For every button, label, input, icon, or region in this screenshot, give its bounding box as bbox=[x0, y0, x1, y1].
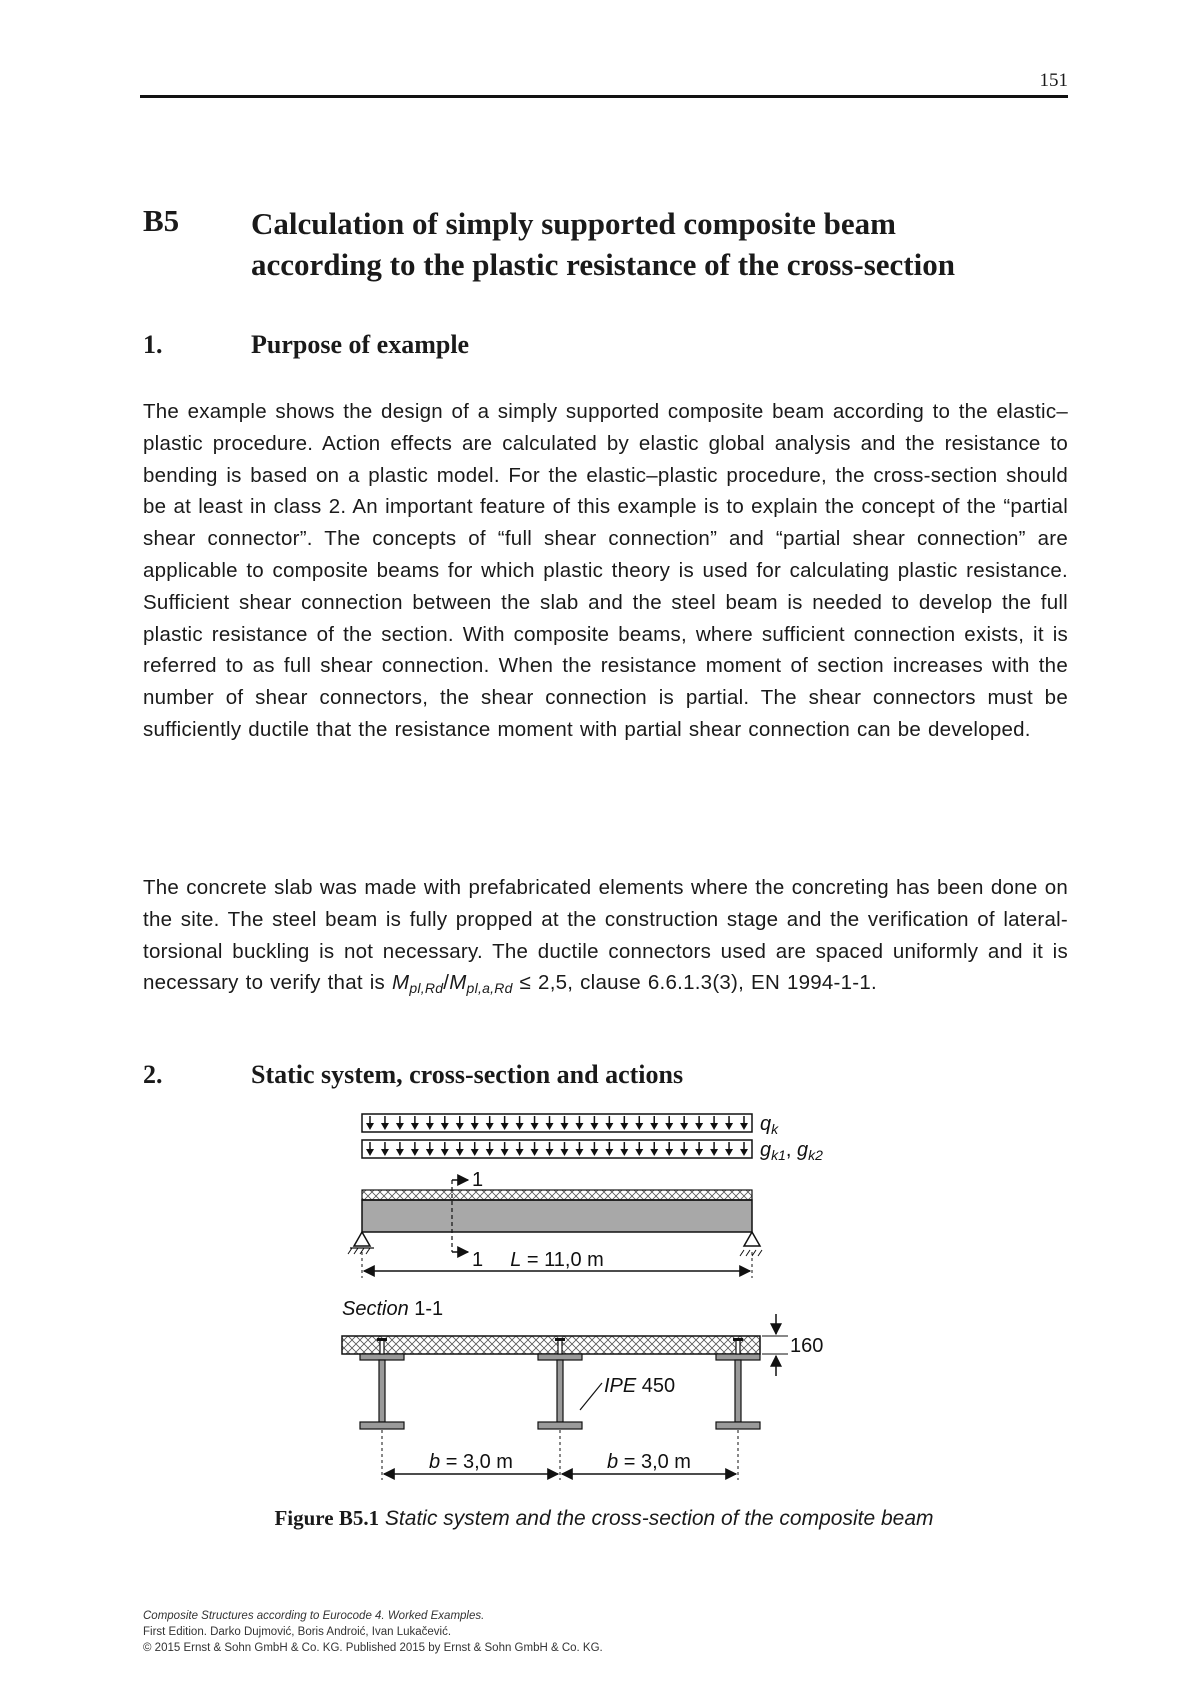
load-arrow-head bbox=[411, 1149, 419, 1156]
load-g-box bbox=[362, 1140, 752, 1158]
profile-leader bbox=[580, 1383, 602, 1410]
paragraph-construction-text: The concrete slab was made with prefabricated elements where the concreting has been done on the site. The steel beam is fully propped at the construction stage and the verification of lateral-torsional buckling is not necessary. The ductile connectors used are spaced uniformly and it is necessary to verify that is bbox=[143, 876, 1068, 995]
load-q-diagram bbox=[362, 1114, 752, 1132]
load-arrow-head bbox=[441, 1123, 449, 1130]
load-arrow-head bbox=[605, 1123, 613, 1130]
chapter-title-line1: Calculation of simply supported composite beam bbox=[251, 206, 896, 241]
load-arrow-head bbox=[665, 1149, 673, 1156]
load-q-arrows bbox=[366, 1116, 748, 1130]
i-beam-web bbox=[557, 1360, 563, 1422]
spacing-label-left: b = 3,0 m bbox=[429, 1451, 513, 1473]
load-arrow-head bbox=[546, 1123, 554, 1130]
header-rule bbox=[140, 95, 1068, 98]
section-slab bbox=[342, 1336, 760, 1354]
footer-authors: First Edition. Darko Dujmović, Boris Androić, Ivan Lukačević. bbox=[143, 1626, 452, 1638]
section1-title: Purpose of example bbox=[251, 330, 470, 359]
load-arrow-head bbox=[381, 1123, 389, 1130]
load-arrow-head bbox=[575, 1149, 583, 1156]
load-arrow-head bbox=[560, 1123, 568, 1130]
profile-label: IPE 450 bbox=[604, 1375, 676, 1397]
formula-sub1: pl,Rd bbox=[409, 980, 444, 997]
load-arrow-head bbox=[725, 1123, 733, 1130]
load-arrow-head bbox=[546, 1149, 554, 1156]
load-arrow-head bbox=[396, 1149, 404, 1156]
formula-m1: M bbox=[392, 971, 410, 995]
load-arrow-head bbox=[381, 1149, 389, 1156]
formula-moment-ratio bbox=[392, 971, 877, 997]
shear-connector bbox=[736, 1340, 740, 1354]
load-arrow-head bbox=[740, 1123, 748, 1130]
chapter-title bbox=[251, 203, 1081, 285]
load-arrow-head bbox=[486, 1149, 494, 1156]
load-arrow-head bbox=[635, 1123, 643, 1130]
load-arrow-head bbox=[501, 1123, 509, 1130]
load-arrow-head bbox=[590, 1149, 598, 1156]
load-arrow-head bbox=[471, 1149, 479, 1156]
formula-m2: M bbox=[449, 971, 467, 995]
chapter-number: B5 bbox=[143, 203, 180, 238]
load-arrow-head bbox=[620, 1149, 628, 1156]
load-arrow-head bbox=[695, 1123, 703, 1130]
support-right bbox=[740, 1232, 762, 1256]
i-beam-web bbox=[735, 1360, 741, 1422]
support-left bbox=[348, 1232, 374, 1254]
load-arrow-head bbox=[366, 1123, 374, 1130]
figure-caption bbox=[140, 1506, 1068, 1531]
load-arrow-head bbox=[665, 1123, 673, 1130]
load-arrow-head bbox=[471, 1123, 479, 1130]
load-arrow-head bbox=[695, 1149, 703, 1156]
slab-thickness-label: 160 bbox=[790, 1335, 824, 1357]
shear-connector-head bbox=[733, 1338, 743, 1341]
i-beam-web bbox=[379, 1360, 385, 1422]
load-arrow-head bbox=[725, 1149, 733, 1156]
load-arrow-head bbox=[396, 1123, 404, 1130]
load-arrow-head bbox=[516, 1149, 524, 1156]
load-g-diagram bbox=[362, 1140, 752, 1158]
load-g-arrows bbox=[366, 1142, 748, 1156]
i-beam-top-flange bbox=[538, 1354, 582, 1360]
section-cut-label-top: 1 bbox=[472, 1169, 484, 1191]
figure-svg bbox=[320, 1100, 900, 1520]
caption-text: Static system and the cross-section of the composite beam bbox=[379, 1507, 934, 1530]
section-label: Section 1-1 bbox=[342, 1298, 444, 1320]
section2-number: 2. bbox=[143, 1060, 163, 1089]
load-arrow-head bbox=[456, 1149, 464, 1156]
figure-static-system bbox=[320, 1100, 900, 1520]
footer-book-title: Composite Structures according to Eurocode 4. Worked Examples. bbox=[143, 1610, 485, 1622]
page-number: 151 bbox=[1039, 70, 1068, 91]
section-cut-label-bottom: 1 bbox=[472, 1249, 484, 1271]
load-arrow-head bbox=[441, 1149, 449, 1156]
load-arrow-head bbox=[680, 1149, 688, 1156]
formula-slash: / bbox=[443, 971, 450, 995]
load-arrow-head bbox=[426, 1149, 434, 1156]
load-arrow-head bbox=[710, 1149, 718, 1156]
i-beam-top-flange bbox=[716, 1354, 760, 1360]
load-arrow-head bbox=[486, 1123, 494, 1130]
paragraph-purpose: The example shows the design of a simply supported composite beam according to the elastic–plastic procedure. Action effects are calculated by elastic global analysis and the resistance to bending is based on a plastic model. For the elastic–plastic procedure, the cross-section should be at least in class 2. An important feature of this example is to explain the concept of the “partial shear connector”. The concepts of “full shear connection” and “partial shear connection” are applicable to composite beams for which plastic theory is used for calculating plastic resistance. Sufficient shear connection between the slab and the steel beam is needed to develop the full plastic resistance of the section. With composite beams, where sufficient connection exists, it is referred to as full shear connection. When the resistance moment of section increases with the number of shear connectors, the shear connection is partial. The shear connectors must be sufficiently ductile that the resistance moment with partial shear connection can be developed. bbox=[143, 400, 1068, 741]
section2-title: Static system, cross-section and actions bbox=[251, 1060, 684, 1089]
load-arrow-head bbox=[650, 1123, 658, 1130]
elevation-slab bbox=[362, 1190, 752, 1200]
shear-connector-head bbox=[377, 1338, 387, 1341]
formula-sub2: pl,a,Rd bbox=[466, 980, 513, 997]
load-arrow-head bbox=[710, 1123, 718, 1130]
i-beam-bottom-flange bbox=[716, 1422, 760, 1429]
caption-label: Figure B5.1 bbox=[274, 1506, 380, 1530]
load-arrow-head bbox=[680, 1123, 688, 1130]
load-arrow-head bbox=[456, 1123, 464, 1130]
i-beam-bottom-flange bbox=[538, 1422, 582, 1429]
shear-connector bbox=[558, 1340, 562, 1354]
spacing-label-right: b = 3,0 m bbox=[607, 1451, 691, 1473]
load-arrow-head bbox=[411, 1123, 419, 1130]
paragraph-construction bbox=[143, 872, 1068, 1005]
span-label: L = 11,0 m bbox=[510, 1249, 604, 1271]
formula-rest: ≤ 2,5, clause 6.6.1.3(3), EN 1994-1-1. bbox=[512, 971, 877, 995]
chapter-title-line2: according to the plastic resistance of the cross-section bbox=[251, 247, 955, 282]
load-arrow-head bbox=[590, 1123, 598, 1130]
load-arrow-head bbox=[560, 1149, 568, 1156]
load-arrow-head bbox=[531, 1149, 539, 1156]
section1-number: 1. bbox=[143, 330, 163, 359]
load-arrow-head bbox=[620, 1123, 628, 1130]
slab-thickness-dimension bbox=[762, 1314, 788, 1376]
load-arrow-head bbox=[605, 1149, 613, 1156]
i-beam-top-flange bbox=[360, 1354, 404, 1360]
footer bbox=[143, 1608, 603, 1656]
load-g-label: $g_{k1}$, $g_{k2}$ bbox=[760, 1139, 823, 1163]
shear-connector-head bbox=[555, 1338, 565, 1341]
load-arrow-head bbox=[740, 1149, 748, 1156]
load-arrow-head bbox=[501, 1149, 509, 1156]
load-q-box bbox=[362, 1114, 752, 1132]
load-arrow-head bbox=[635, 1149, 643, 1156]
load-arrow-head bbox=[531, 1123, 539, 1130]
load-arrow-head bbox=[650, 1149, 658, 1156]
load-arrow-head bbox=[366, 1149, 374, 1156]
i-beam-bottom-flange bbox=[360, 1422, 404, 1429]
load-arrow-head bbox=[426, 1123, 434, 1130]
elevation-steel-beam bbox=[362, 1200, 752, 1232]
footer-copyright: © 2015 Ernst & Sohn GmbH & Co. KG. Published 2015 by Ernst & Sohn GmbH & Co. KG. bbox=[143, 1642, 603, 1654]
load-arrow-head bbox=[575, 1123, 583, 1130]
load-q-label: $q_k$ bbox=[760, 1113, 779, 1137]
load-arrow-head bbox=[516, 1123, 524, 1130]
shear-connector bbox=[380, 1340, 384, 1354]
